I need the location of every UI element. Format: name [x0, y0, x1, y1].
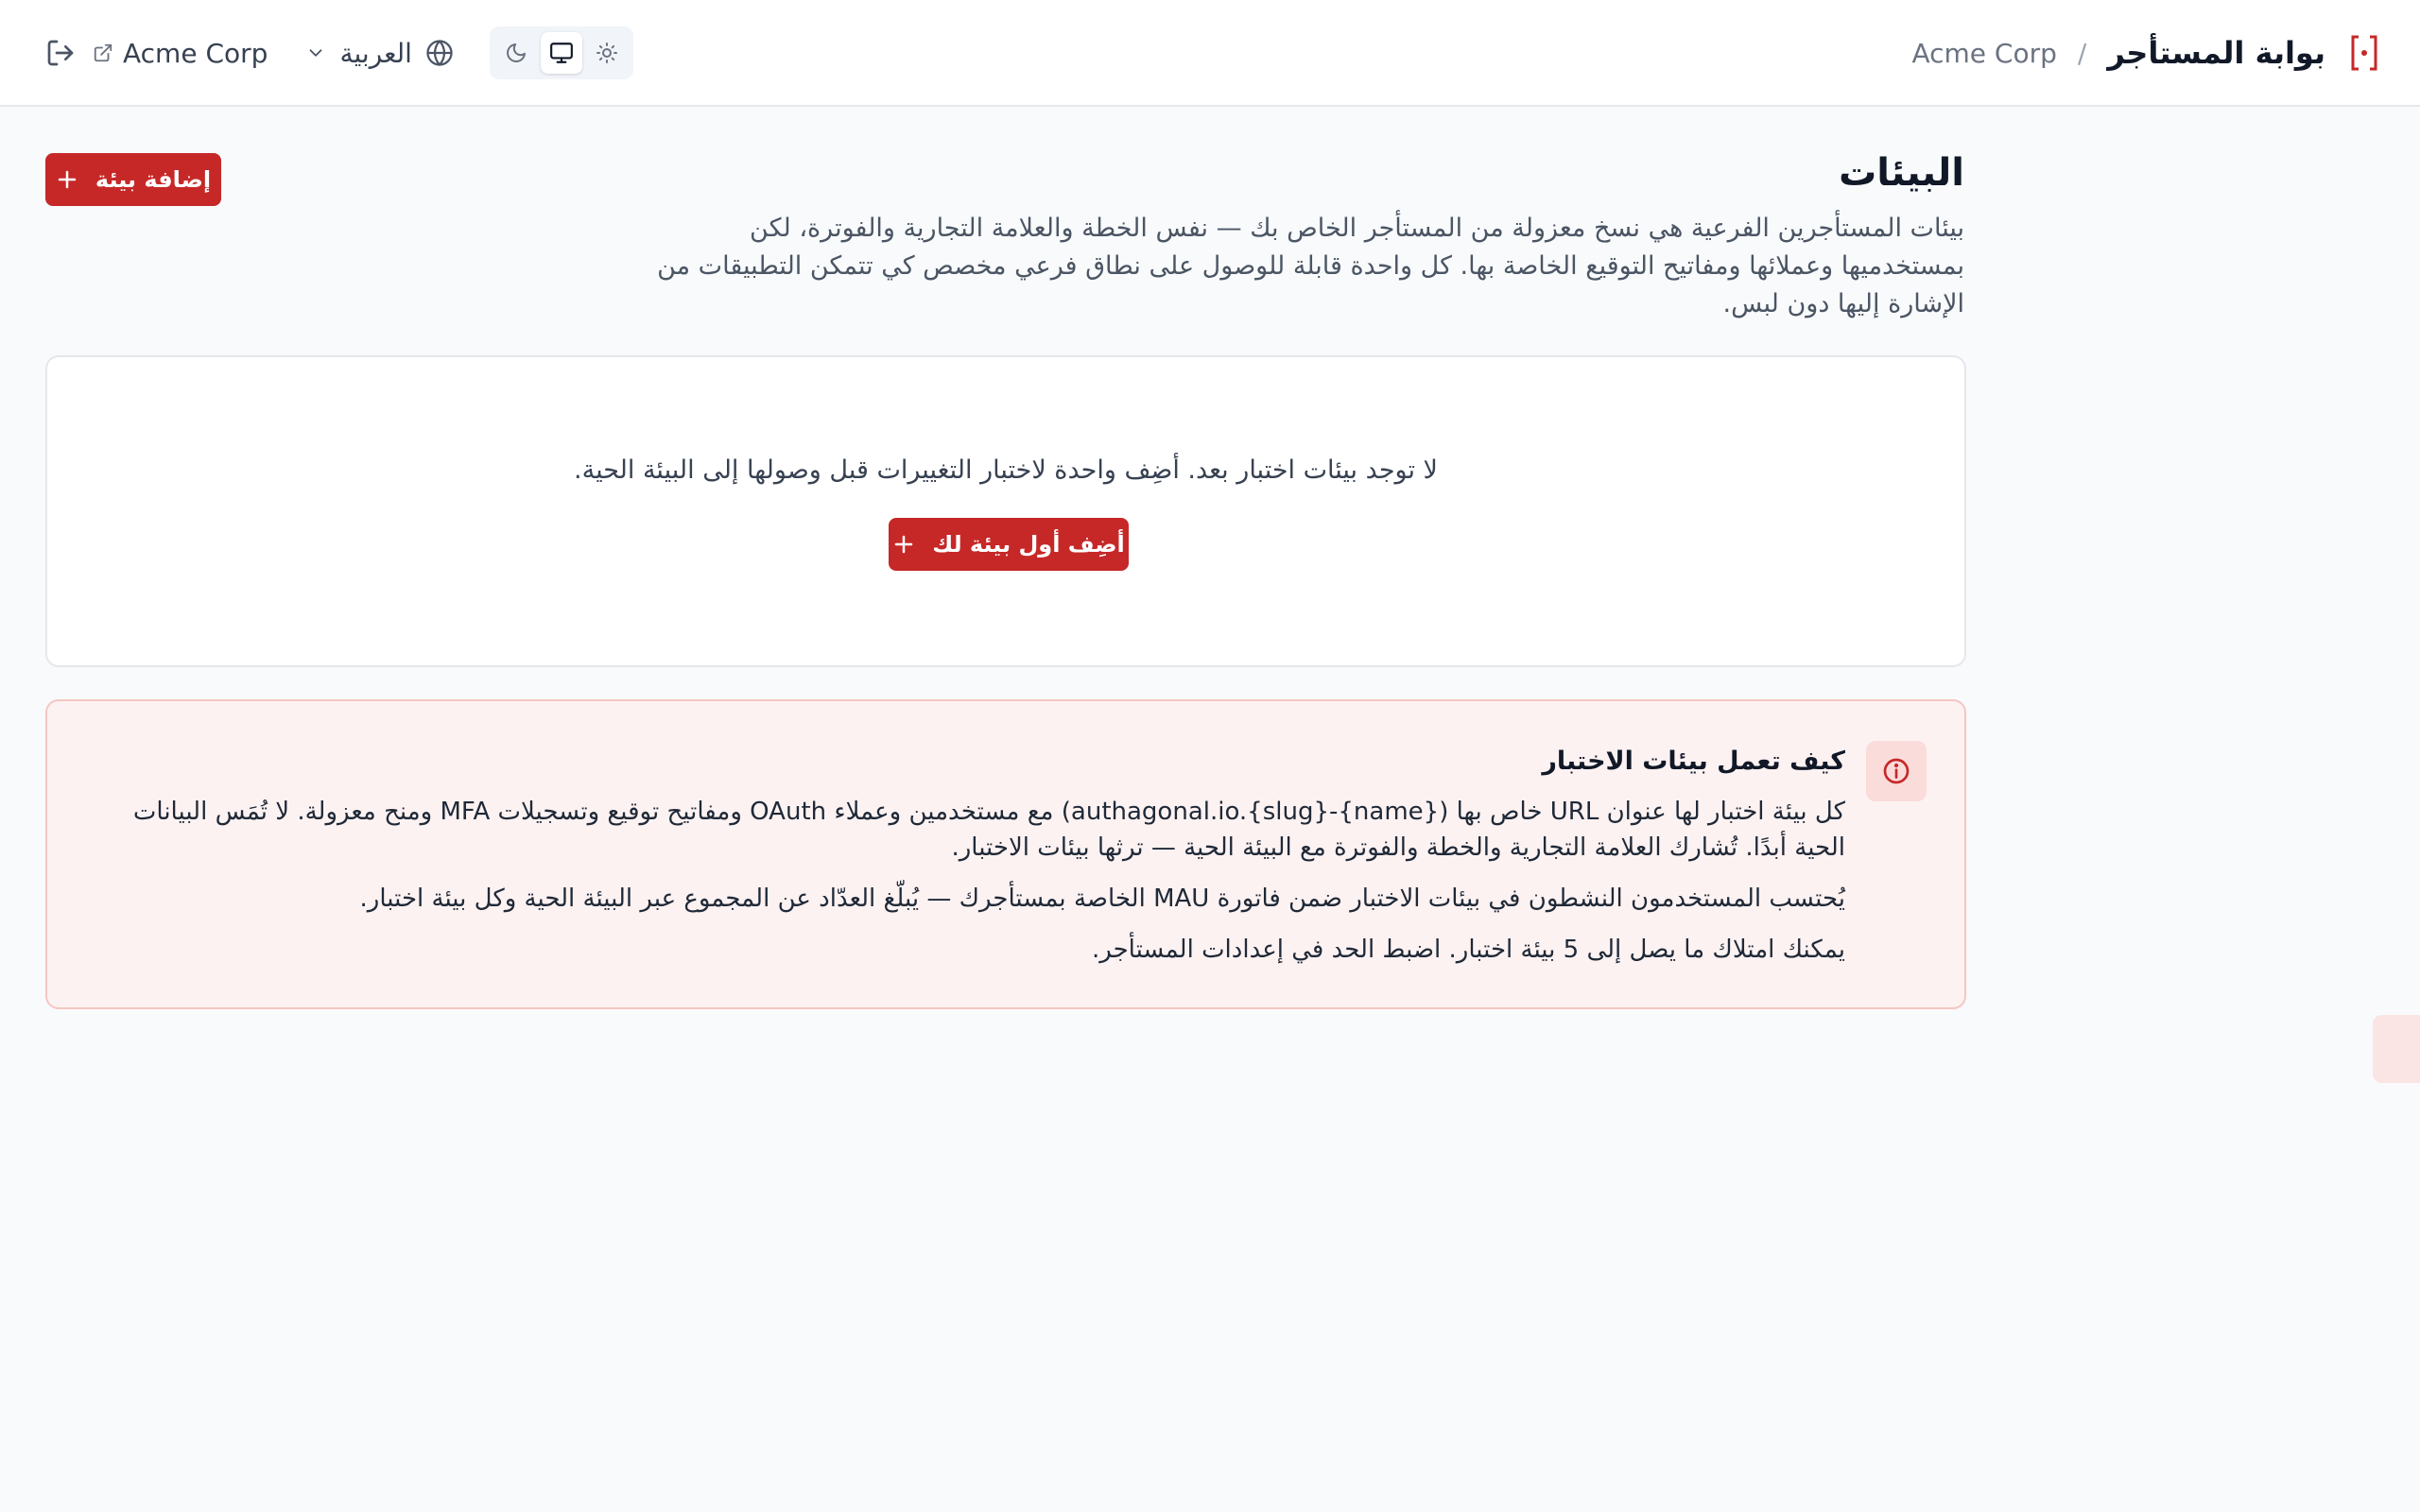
bracket-logo-icon: [2346, 32, 2382, 74]
monitor-icon: [549, 41, 574, 65]
tenant-external-link[interactable]: [93, 38, 268, 69]
moon-icon: [505, 42, 527, 64]
empty-state-message: لا توجد بيئات اختبار بعد. أضِف واحدة لاختبار التغييرات قبل وصولها إلى البيئة الحية.: [574, 455, 1438, 485]
add-environment-label: إضافة بيئة: [95, 166, 212, 193]
language-select[interactable]: [305, 38, 454, 69]
sun-icon: [596, 42, 618, 64]
info-title: كيف تعمل بيئات الاختبار: [1542, 747, 1845, 776]
language-label: العربية: [339, 37, 412, 69]
info-paragraph-billing: يُحتسب المستخدمون النشطون في بيئات الاختبار ضمن فاتورة MAU الخاصة بمستأجرك — يُبلّغ العدّاد عن المجموع عبر البيئة الحية وكل بيئة اختبار.: [359, 885, 1845, 913]
plus-icon: [56, 168, 78, 191]
theme-switcher: [490, 26, 633, 79]
info-paragraph-limit: يمكنك امتلاك ما يصل إلى 5 بيئة اختبار. اضبط الحد في إعدادات المستأجر.: [1091, 936, 1845, 964]
sandbox-info-card: [45, 699, 1966, 1009]
plus-icon: [892, 533, 915, 556]
breadcrumb-separator: /: [2077, 37, 2087, 69]
info-content: [87, 743, 1845, 983]
logout-icon: [45, 38, 76, 68]
theme-light-button[interactable]: [586, 32, 628, 74]
add-first-environment-label: أضِف أول بيئة لك: [932, 531, 1125, 558]
breadcrumb-tenant[interactable]: Acme Corp: [1911, 37, 2057, 69]
add-first-environment-button[interactable]: [889, 518, 1129, 571]
theme-system-button[interactable]: [541, 32, 582, 74]
side-drawer-tab[interactable]: [2373, 1015, 2420, 1083]
logout-button[interactable]: [38, 30, 83, 76]
chevron-down-icon: [305, 43, 326, 63]
external-link-icon: [93, 43, 113, 63]
add-environment-button[interactable]: [45, 153, 221, 206]
header-actions: [38, 25, 633, 81]
portal-title: بوابة المستأجر: [2107, 35, 2325, 71]
brand: [1911, 28, 2382, 77]
info-icon: [1866, 741, 1927, 801]
globe-icon: [425, 39, 454, 67]
page-description: بيئات المستأجرين الفرعية هي نسخ معزولة من المستأجر الخاص بك — نفس الخطة والعلامة التجارية والفوترة، لكن بمستخدميها وعملائها ومفاتيح التوقيع الخاصة بها. كل واحدة قابلة للوصول على نطاق فرعي مخصص كي تتمكن التطبيقات من الإشارة إليها دون لبس.: [657, 214, 1964, 318]
top-bar: [0, 0, 2420, 107]
page-title: البيئات: [1839, 151, 1964, 195]
theme-dark-button[interactable]: [495, 32, 537, 74]
tenant-link-label: Acme Corp: [123, 37, 268, 69]
environments-empty-state: [45, 355, 1966, 667]
info-paragraph-urls: كل بيئة اختبار لها عنوان URL خاص بها (authagonal.io.{slug}-{name}) مع مستخدمين وعملاء OAuth ومفاتيح توقيع وتسجيلات MFA ومنح معزولة. لا تُمَس البيانات الحية أبدًا. تُشارك العلامة التجارية والخطة والفوترة مع البيئة الحية — ترثها بيئات الاختبار.: [132, 798, 1845, 862]
